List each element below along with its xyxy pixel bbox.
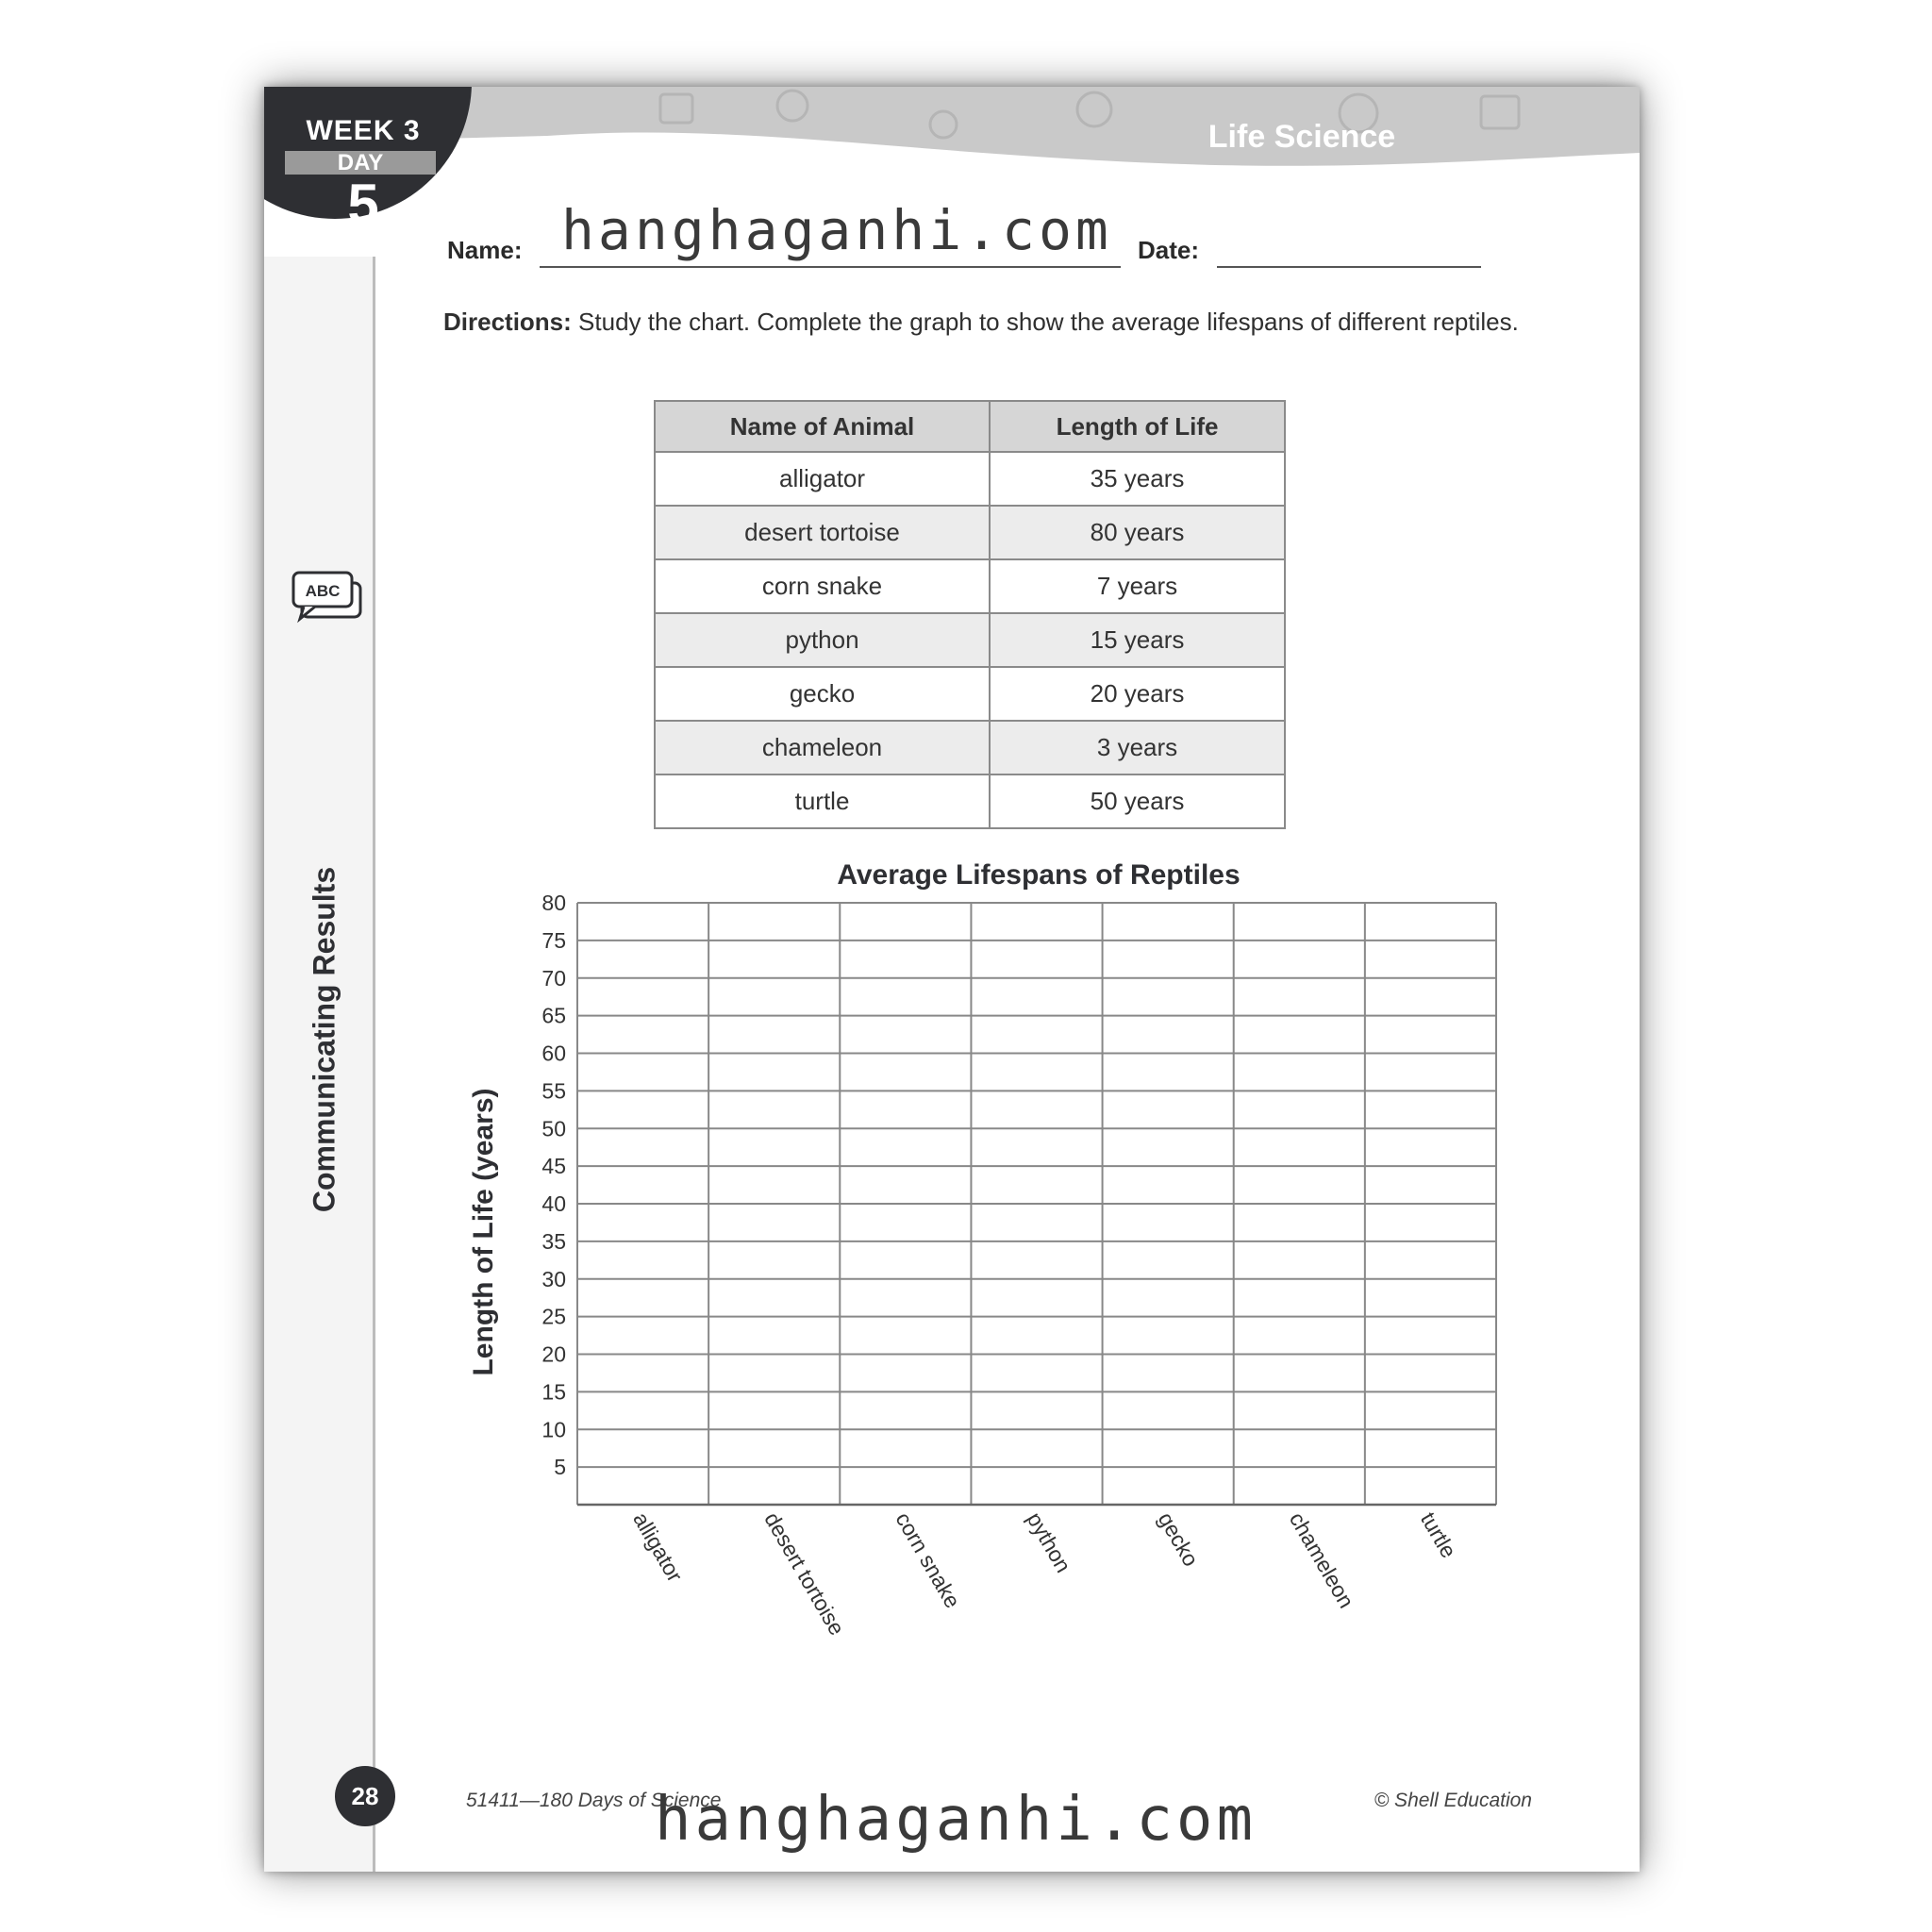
- y-tick-label: 5: [554, 1455, 566, 1480]
- table-cell: corn snake: [655, 559, 990, 613]
- subject-title: Life Science: [1208, 119, 1396, 155]
- lifespan-chart[interactable]: [264, 87, 1640, 1872]
- y-tick-label: 20: [541, 1341, 566, 1367]
- y-tick-label: 10: [541, 1417, 566, 1442]
- watermark: hanghaganhi.com: [655, 1785, 1257, 1855]
- table-cell: 80 years: [990, 506, 1285, 559]
- chart-title: Average Lifespans of Reptiles: [837, 859, 1241, 891]
- y-tick-label: 35: [541, 1228, 566, 1254]
- worksheet-page: [264, 87, 1640, 1872]
- footer-right: © Shell Education: [1374, 1790, 1532, 1811]
- directions-label: Directions:: [443, 308, 572, 336]
- day-label: DAY: [285, 151, 436, 175]
- x-tick-label: chameleon: [1284, 1507, 1359, 1612]
- directions-text: Study the chart. Complete the graph to show the average lifespans of different reptiles.: [578, 308, 1519, 336]
- y-tick-label: 45: [541, 1154, 566, 1179]
- y-tick-label: 30: [541, 1266, 566, 1291]
- page-number: 28: [335, 1766, 395, 1826]
- y-tick-label: 75: [541, 927, 566, 953]
- table-cell: python: [655, 613, 990, 667]
- y-tick-label: 65: [541, 1003, 566, 1028]
- svg-text:ABC: ABC: [305, 582, 341, 600]
- y-tick-label: 50: [541, 1116, 566, 1141]
- y-tick-label: 25: [541, 1304, 566, 1329]
- y-axis-label: Length of Life (years): [468, 1088, 499, 1376]
- table-cell: turtle: [655, 774, 990, 828]
- table-cell: 15 years: [990, 613, 1285, 667]
- y-tick-label: 40: [541, 1191, 566, 1216]
- table-cell: 20 years: [990, 667, 1285, 721]
- table-cell: 35 years: [990, 452, 1285, 506]
- name-label: Name:: [447, 236, 523, 264]
- day-number: 5: [347, 173, 379, 236]
- table-header: Length of Life: [990, 401, 1285, 452]
- x-tick-label: python: [1022, 1507, 1076, 1577]
- x-tick-label: gecko: [1153, 1507, 1204, 1571]
- footer-left: 51411—180 Days of Science: [466, 1790, 722, 1811]
- table-cell: gecko: [655, 667, 990, 721]
- date-label: Date:: [1138, 236, 1200, 264]
- y-tick-label: 80: [541, 891, 566, 915]
- name-value: hanghaganhi.com: [561, 198, 1112, 262]
- y-tick-label: 15: [541, 1379, 566, 1405]
- x-tick-label: turtle: [1415, 1507, 1462, 1562]
- table-cell: desert tortoise: [655, 506, 990, 559]
- x-tick-label: alligator: [628, 1507, 688, 1587]
- y-tick-label: 70: [541, 965, 566, 991]
- y-tick-label: 60: [541, 1041, 566, 1066]
- y-tick-label: 55: [541, 1078, 566, 1104]
- table-header: Name of Animal: [655, 401, 990, 452]
- table-cell: alligator: [655, 452, 990, 506]
- week-label: WEEK 3: [306, 115, 421, 146]
- section-label: Communicating Results: [307, 866, 341, 1213]
- x-tick-label: desert tortoise: [759, 1507, 850, 1640]
- table-cell: 3 years: [990, 721, 1285, 774]
- table-cell: chameleon: [655, 721, 990, 774]
- x-tick-label: corn snake: [891, 1507, 966, 1612]
- table-cell: 50 years: [990, 774, 1285, 828]
- table-cell: 7 years: [990, 559, 1285, 613]
